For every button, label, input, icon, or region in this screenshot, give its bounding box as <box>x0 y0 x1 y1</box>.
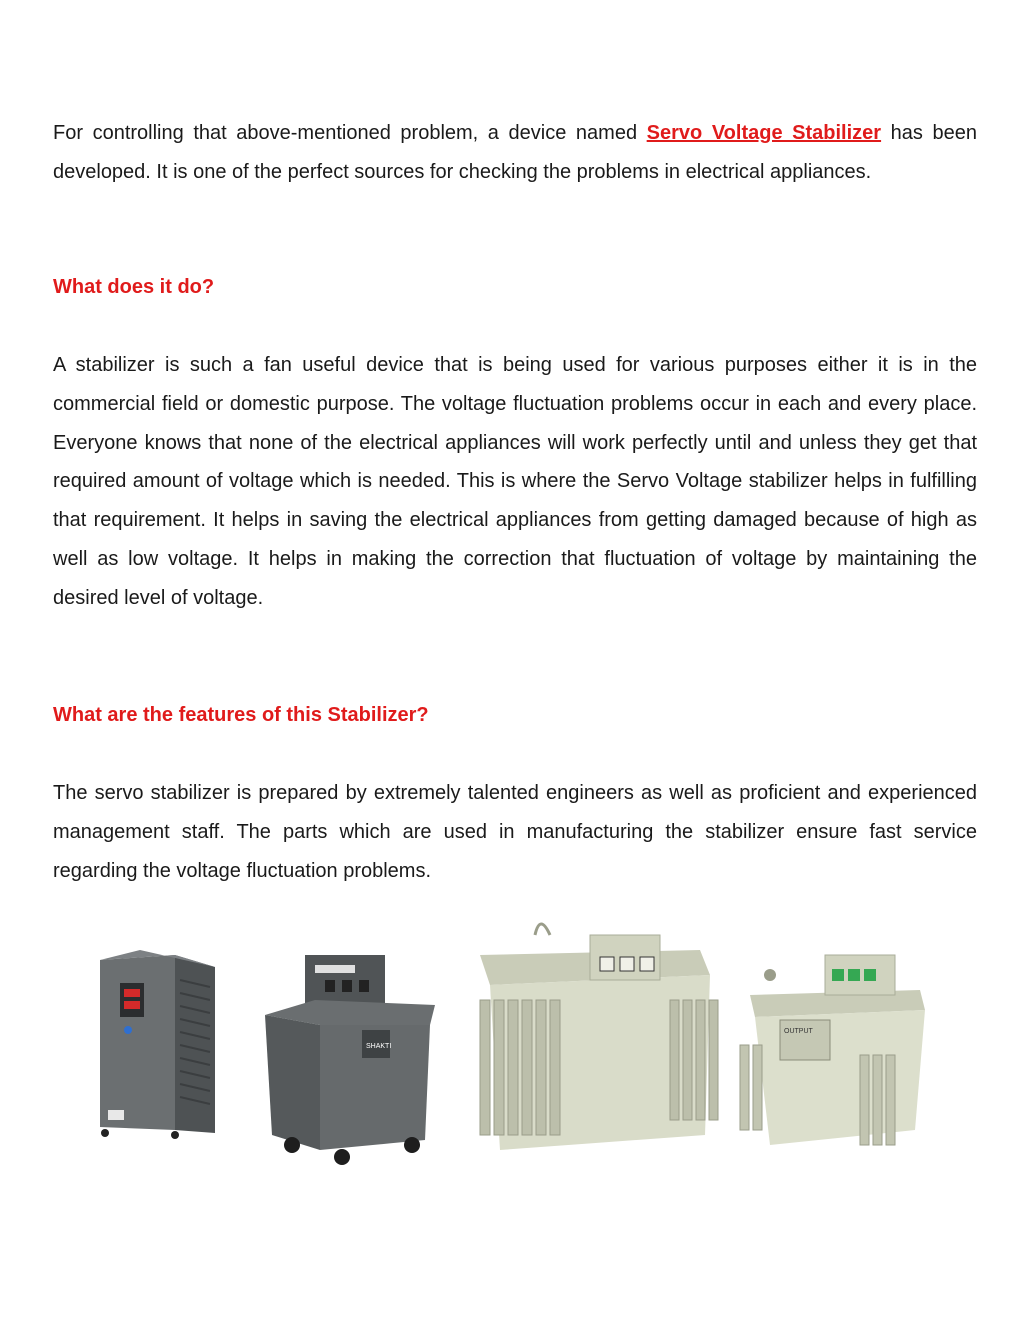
stabilizer-products-image <box>80 905 985 1170</box>
servo-stabilizer-link[interactable]: Servo Voltage Stabilizer <box>646 122 882 144</box>
tank-stabilizer <box>265 955 435 1165</box>
intro-text-after: has been developed. It is one of the perfect sources for checking the problems in electrical appliances. <box>53 122 977 183</box>
features-paragraph: The servo stabilizer is prepared by extremely talented engineers as well as proficient and experienced management staff. The parts which are used in manufacturing the stabilizer ensure fast service regarding the voltage fluctuation problems. <box>53 782 977 882</box>
output-panel-label: OUTPUT <box>784 1028 813 1035</box>
radiator-stabilizer-large <box>480 924 718 1150</box>
intro-paragraph <box>53 114 977 192</box>
intro-text-before: For controlling that above-mentioned problem, a device named <box>53 122 647 144</box>
what-it-does-paragraph: A stabilizer is such a fan useful device that is being used for various purposes either it is in the commercial field or domestic purpose. The voltage fluctuation problems occur in each and every place. Everyone knows that none of the electrical appliances will work perfectly until and unless they get that required amount of voltage which is needed. This is where the Servo Voltage stabilizer helps in fulfilling that requirement. It helps in saving the electrical appliances from getting damaged because of high as well as low voltage. It helps in making the correction that fluctuation of voltage by maintaining the desired level of voltage. <box>53 354 977 609</box>
radiator-stabilizer-small <box>740 955 925 1145</box>
cabinet-stabilizer <box>100 950 215 1139</box>
heading-features: What are the features of this Stabilizer? <box>53 704 429 726</box>
heading-what-does-it-do: What does it do? <box>53 276 215 298</box>
shakti-badge: SHAKTI <box>366 1043 392 1050</box>
